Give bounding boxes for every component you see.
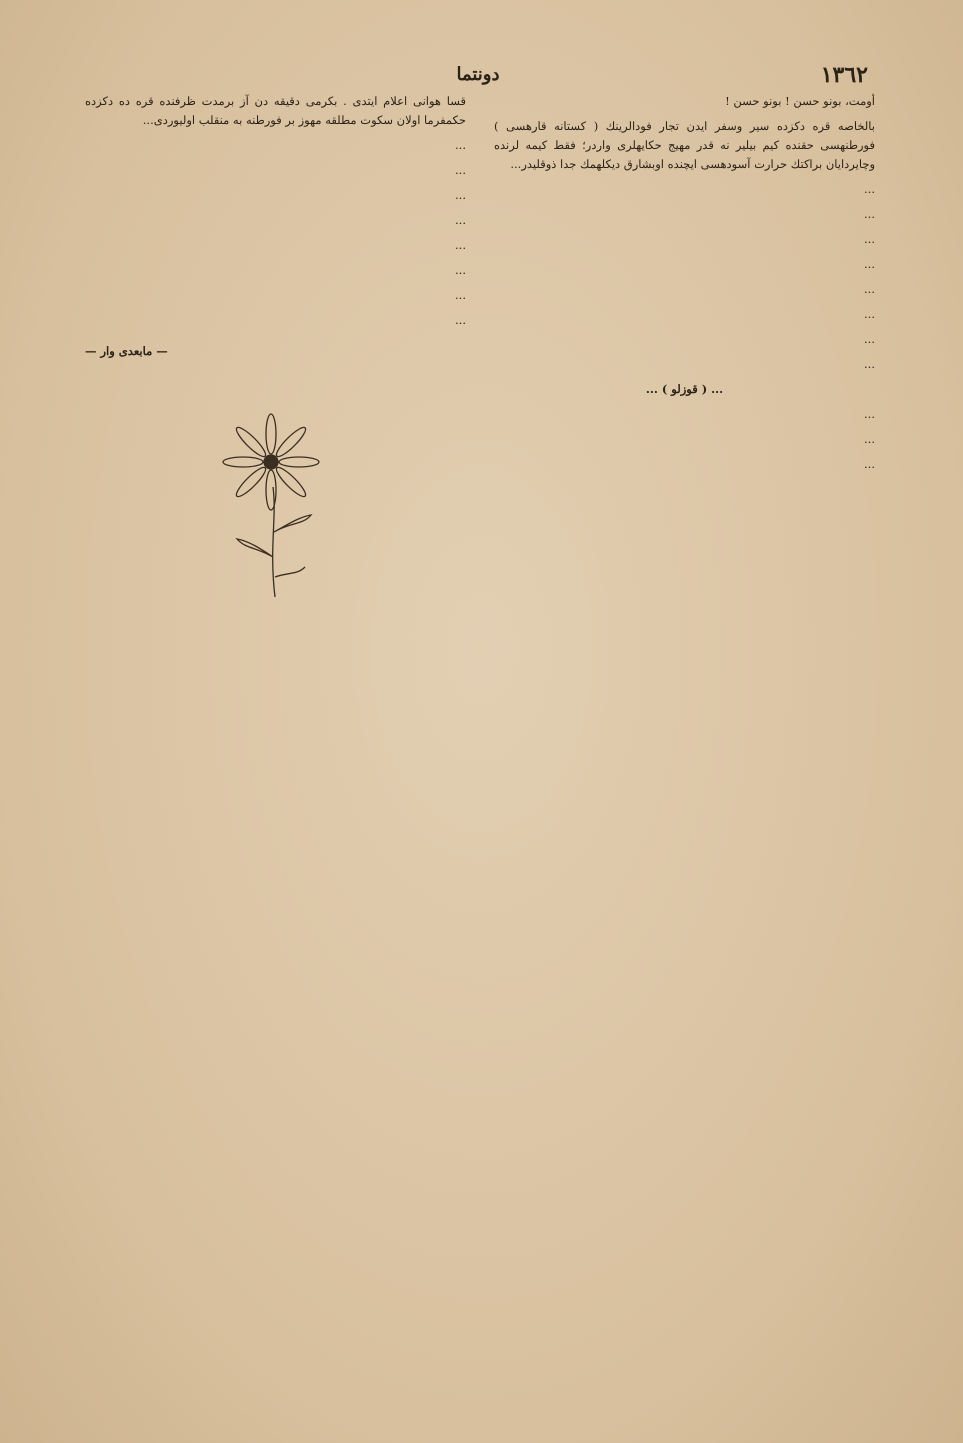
paragraph: ... (455, 288, 466, 302)
paragraph: ... (864, 357, 875, 371)
paragraph: ... (455, 213, 466, 227)
paragraph: ... (455, 263, 466, 277)
paragraph: ... (864, 257, 875, 271)
right-column (494, 92, 875, 1402)
running-title: دونتما (456, 64, 500, 85)
paragraph: ... (864, 182, 875, 196)
paragraph: ... (864, 232, 875, 246)
paragraph: ... (455, 138, 466, 152)
paragraph: ... (455, 313, 466, 327)
paragraph: ... (455, 188, 466, 202)
paragraph: ... (864, 282, 875, 296)
paragraph: ... (864, 332, 875, 346)
paragraph: بالخاصه قره دکزده سیر وسفر ایدن تجار فودالرینك ( کستانه قارهسی ) فورطنهسی حقنده کیم بیلیر نه قدر مهیج حکایهلری واردر؛ فقط کیمه لرنده وچایردایان براکتك حرارت آسودهسی ایچنده اوبشارق دیکلهمك جدا ذوقلیدر... (494, 119, 875, 171)
flower-ornament-icon (211, 407, 341, 607)
paragraph: قسا هوانی اعلام ایتدی . بکرمی دقیقه دن آز برمدت ظرفنده قره ده دکزده حکمفرما اولان سکوت مطلقه مهوز بر فورطنه به منقلب اولیوردی... (85, 94, 466, 127)
text-columns (85, 92, 875, 1402)
paragraph: ... (864, 207, 875, 221)
paragraph: ... (864, 457, 875, 471)
paragraph: ... (864, 407, 875, 421)
paragraph: ... (455, 238, 466, 252)
page-header (88, 56, 868, 92)
left-column (85, 92, 466, 1402)
page-number: ١٣٦٢ (820, 62, 868, 88)
paragraph: ... (864, 432, 875, 446)
paragraph: ... (864, 307, 875, 321)
section-heading: ... ( قوزلو ) ... (645, 382, 724, 396)
paragraph: أومت، بونو حسن ! بونو حسن ! (725, 94, 875, 108)
continued-notice: — مابعدی وار — (85, 344, 168, 358)
paragraph: ... (455, 163, 466, 177)
